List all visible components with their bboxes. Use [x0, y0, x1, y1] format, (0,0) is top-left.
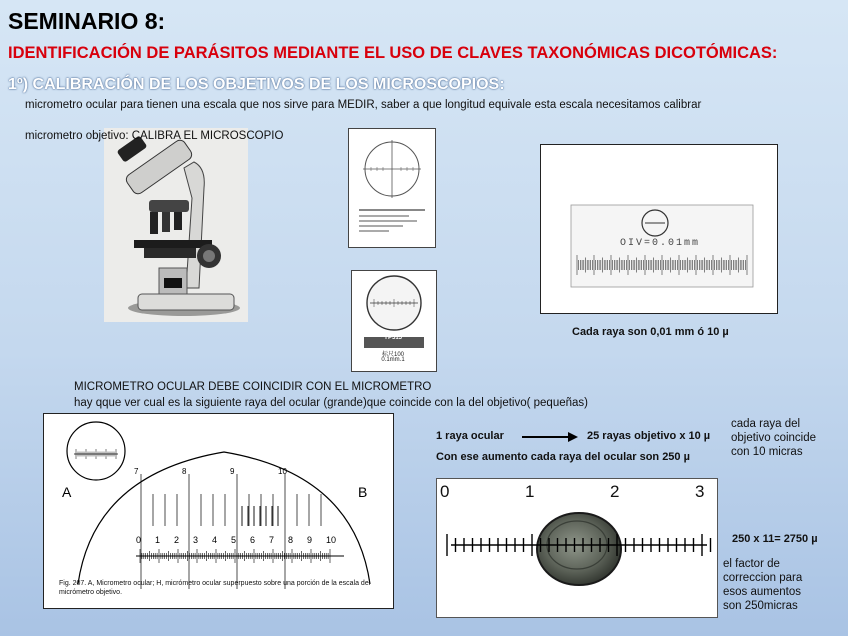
- eq-line2: Con ese aumento cada raya del ocular son 250 µ: [436, 451, 690, 463]
- reticle-label-2: 标尺100: [381, 352, 404, 358]
- note-bottom-line: son 250micras: [723, 600, 798, 612]
- stage-micrometer-slide: [540, 144, 778, 314]
- reticle-label-3: 0.1mm.1: [381, 357, 405, 363]
- fig-bottom-number: 6: [250, 535, 256, 545]
- page-title: SEMINARIO 8:: [8, 8, 166, 34]
- note-bottom-line: el factor de: [723, 558, 780, 570]
- note-bottom-line: esos aumentos: [723, 586, 801, 598]
- fig-bottom-number: 9: [307, 535, 313, 545]
- caption-raya: Cada raya son 0,01 mm ó 10 µ: [572, 326, 729, 338]
- note-top: [731, 417, 816, 459]
- note-top-line: objetivo coincide: [731, 432, 817, 444]
- fig-bottom-number: 10: [326, 535, 337, 545]
- fig-bottom-number: 7: [269, 535, 275, 545]
- scale-number: 1: [525, 482, 535, 501]
- calc-result: 250 x 11= 2750 µ: [732, 533, 818, 545]
- fig-caption: Fig. 207. A, Micrometro ocular; H, micrómetro ocular superpuesto sobre una porción de la escala del micrómetro objetivo.: [59, 580, 371, 596]
- slide-label: OIV=0.01mm: [619, 238, 700, 249]
- eq-left: 1 raya ocular: [436, 430, 504, 442]
- fig-bottom-number: 5: [231, 535, 237, 545]
- fig-top-number: 7: [134, 467, 139, 476]
- reticle-card-crosshair: [348, 128, 436, 248]
- scale-numbers: [436, 478, 716, 508]
- section-heading: 1º) CALIBRACIÓN DE LOS OBJETIVOS DE LOS MICROSCOPIOS:: [8, 76, 505, 93]
- text-objetivo: micrometro objetivo: CALIBRA EL MICROSCOPIO: [25, 130, 284, 142]
- fig-top-number: 9: [230, 467, 235, 476]
- fig-bottom-number: 8: [288, 535, 294, 545]
- note-top-line: cada raya del: [731, 418, 801, 430]
- fig-label-b: B: [358, 484, 368, 500]
- text-ocular: micrometro ocular para tienen una escala que nos sirve para MEDIR, saber a que longitud equivale esta escala necesitamos calibrar: [25, 99, 702, 111]
- note-bottom: [723, 557, 802, 613]
- note-bottom-line: correccion para: [723, 572, 803, 584]
- fig-bottom-number: 2: [174, 535, 180, 545]
- reticle-label-1: YP515: [383, 335, 402, 341]
- microscope-photo: [104, 128, 248, 322]
- arrow-right-icon: [522, 430, 578, 448]
- eq-right: 25 rayas objetivo x 10 µ: [587, 430, 711, 442]
- fig-bottom-numbers: [43, 413, 392, 607]
- fig-bottom-number: 3: [193, 535, 199, 545]
- fig-top-number: 8: [182, 467, 187, 476]
- scale-number: 3: [695, 482, 705, 501]
- text-coincidir-2: hay qque ver cual es la siguiente raya del ocular (grande)que coincide con la del objetivo( pequeñas): [74, 397, 588, 409]
- scale-number: 0: [440, 482, 450, 501]
- page-subtitle: IDENTIFICACIÓN DE PARÁSITOS MEDIANTE EL USO DE CLAVES TAXONÓMICAS DICOTÓMICAS:: [8, 44, 778, 62]
- fig-bottom-number: 4: [212, 535, 218, 545]
- fig-bottom-number: 1: [155, 535, 161, 545]
- note-top-line: con 10 micras: [731, 446, 803, 458]
- fig-bottom-number: 0: [136, 535, 142, 545]
- scale-number: 2: [610, 482, 620, 501]
- fig-label-a: A: [62, 484, 72, 500]
- fig-top-number: 10: [278, 467, 287, 476]
- text-coincidir-1: MICROMETRO OCULAR DEBE COINCIDIR CON EL MICROMETRO: [74, 381, 432, 393]
